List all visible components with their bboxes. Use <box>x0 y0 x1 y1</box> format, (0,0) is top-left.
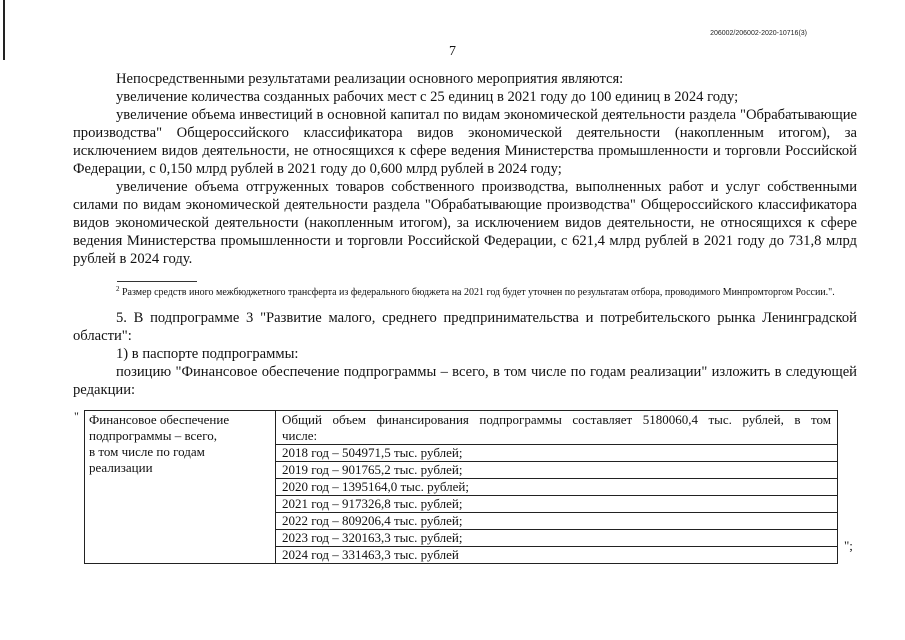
footnote-text: Размер средств иного межбюджетного трансферта из федерального бюджета на 2021 год будет уточнен по результатам отбора, проводимого Минпромторгом России.". <box>122 287 835 298</box>
label-line: Финансовое обеспечение <box>89 412 230 427</box>
paragraph-jobs: увеличение количества созданных рабочих мест с 25 единиц в 2021 году до 100 единиц в 2024 году; <box>116 89 739 105</box>
document-code: 206002/206002-2020-10716(3) <box>710 30 807 37</box>
label-line: в том числе по годам <box>89 444 205 459</box>
paragraph-shipments: увеличение объема отгруженных товаров собственного производства, выполненных работ и услуг собственными силами по видам экономической деятельности раздела "Обрабатывающие производства" Общероссийского классификатора видов экономической деятельности (накопленным итогом), за исключением видов деятельности, не относящихся к сфере ведения Министерства промышленности и торговли Российской Федерации, с 621,4 млрд рублей в 2021 году до 731,8 млрд рублей в 2024 году. <box>73 179 857 267</box>
footnote <box>73 283 859 299</box>
paragraph-investments: увеличение объема инвестиций в основной капитал по видам экономической деятельности раздела "Обрабатывающие производства" Общероссийского классификатора видов экономической деятельности (накопленным итогом), за исключением видов деятельности, не относящихся к сфере ведения Министерства промышленности и торговли Российской Федерации, с 0,150 млрд рублей в 2021 году до 0,600 млрд рублей в 2024 году; <box>73 107 857 177</box>
close-quote: "; <box>844 538 853 553</box>
year-row: 2023 год – 320163,3 тыс. рублей; <box>276 529 837 546</box>
year-row: 2022 год – 809206,4 тыс. рублей; <box>276 512 837 529</box>
footnote-marker: 2 <box>116 285 120 293</box>
label-line: подпрограммы – всего, <box>89 428 217 443</box>
year-row: 2024 год – 331463,3 тыс. рублей <box>276 546 837 563</box>
financing-label-cell <box>85 411 276 564</box>
paragraph-results-intro: Непосредственными результатами реализации основного мероприятия являются: <box>116 71 624 87</box>
year-row: 2018 год – 504971,5 тыс. рублей; <box>276 444 837 461</box>
year-row: 2020 год – 1395164,0 тыс. рублей; <box>276 478 837 495</box>
financing-value-cell <box>276 411 838 564</box>
paragraph-position: позицию "Финансовое обеспечение подпрограммы – всего, в том числе по годам реализации" изложить в следующей редакции: <box>73 364 857 398</box>
open-quote: " <box>74 409 79 423</box>
page-number: 7 <box>449 44 456 59</box>
paragraph-passport: 1) в паспорте подпрограммы: <box>116 346 299 362</box>
financing-table <box>84 410 838 564</box>
paragraph-section5: 5. В подпрограмме 3 "Развитие малого, среднего предпринимательства и потребительского рынка Ленинградской области": <box>73 310 857 344</box>
footnote-divider <box>117 281 197 282</box>
total-financing-line: Общий объем финансирования подпрограммы составляет 5180060,4 тыс. рублей, в том <box>282 412 831 427</box>
year-row: 2019 год – 901765,2 тыс. рублей; <box>276 461 837 478</box>
total-financing-line2: числе: <box>282 428 318 443</box>
label-line: реализации <box>89 460 153 475</box>
year-row: 2021 год – 917326,8 тыс. рублей; <box>276 495 837 512</box>
